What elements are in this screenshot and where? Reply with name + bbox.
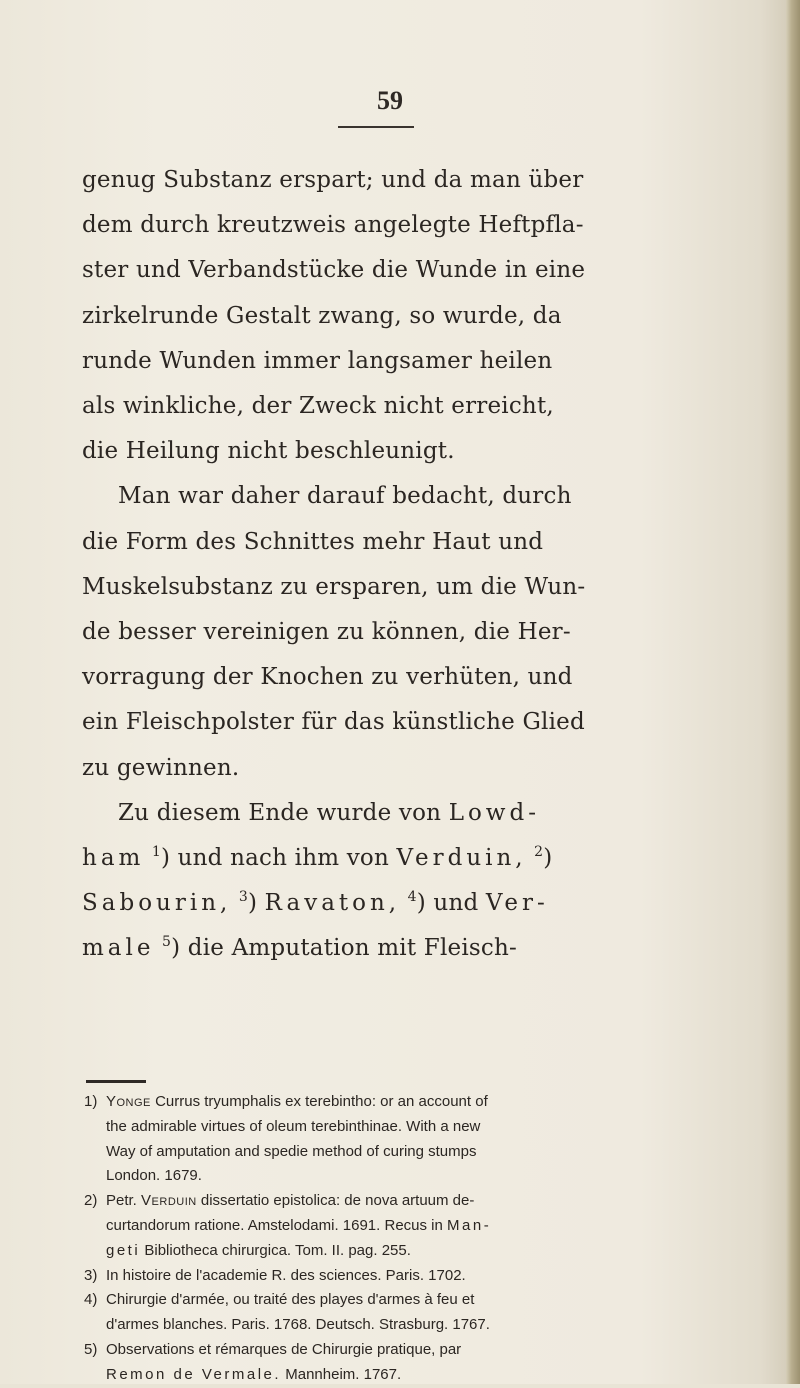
footnote-5 bbox=[84, 1338, 734, 1363]
footnote-ref-5: 5 bbox=[162, 934, 172, 951]
footnote-number: 2) bbox=[84, 1192, 98, 1210]
footnote-text: Currus tryumphalis ex terebintho: or an account of bbox=[150, 1093, 488, 1110]
text-line: zirkelrunde Gestalt zwang, so wurde, da bbox=[82, 302, 562, 329]
text-line bbox=[82, 926, 722, 971]
footnote-author: geti bbox=[106, 1241, 141, 1259]
footnote-2 bbox=[84, 1189, 734, 1214]
footnote-author: Remon de Vermale. bbox=[106, 1365, 282, 1383]
text-line: vorragung der Knochen zu verhüten, und bbox=[82, 664, 573, 691]
text-segment: ) bbox=[543, 845, 553, 872]
page-edge-shadow bbox=[786, 0, 800, 1384]
footnote-2-cont bbox=[84, 1239, 734, 1264]
main-text bbox=[82, 158, 722, 972]
footnote-4-cont: d'armes blanches. Paris. 1768. Deutsch. Strasburg. 1767. bbox=[106, 1316, 490, 1334]
text-line: ster und Verbandstücke die Wunde in eine bbox=[82, 257, 586, 284]
footnote-text: Petr. bbox=[106, 1192, 142, 1210]
text-line: als winkliche, der Zweck nicht erreicht, bbox=[82, 393, 554, 420]
footnote-3 bbox=[84, 1264, 734, 1289]
author-name-lowdham: Lowd- bbox=[448, 799, 540, 826]
header-rule bbox=[338, 126, 414, 128]
footnotes bbox=[84, 1090, 734, 1388]
text-segment: Zu diesem Ende wurde von bbox=[118, 799, 449, 826]
text-line: genug Substanz erspart; und da man über bbox=[82, 167, 584, 193]
footnote-1-cont: London. 1679. bbox=[106, 1167, 202, 1185]
footnote-1 bbox=[84, 1090, 734, 1115]
text-segment: ) die Amputation mit Fleisch- bbox=[171, 935, 517, 962]
page-number: 59 bbox=[377, 86, 403, 115]
footnote-ref-1: 1 bbox=[151, 844, 161, 861]
text-segment: ) und bbox=[416, 890, 486, 917]
footnote-number: 1) bbox=[84, 1093, 98, 1110]
text-line: runde Wunden immer langsamer heilen bbox=[82, 347, 553, 374]
footnote-text: curtandorum ratione. Amstelodami. 1691. Recus in bbox=[106, 1216, 448, 1234]
footnote-text: dissertatio epistolica: de nova artuum de- bbox=[196, 1192, 475, 1210]
footnote-text: Observations et rémarques de Chirurgie pratique, par bbox=[106, 1340, 462, 1358]
footnote-ref-4: 4 bbox=[407, 889, 417, 906]
text-segment: ) bbox=[247, 890, 265, 917]
footnote-author: Man- bbox=[447, 1216, 492, 1234]
footnote-author: Yonge bbox=[106, 1093, 151, 1110]
text-line: Man war daher darauf bedacht, durch bbox=[118, 483, 572, 510]
footnote-number: 3) bbox=[84, 1266, 98, 1284]
text-line bbox=[82, 881, 722, 926]
footnote-text: In histoire de l'academie R. des sciences. Paris. 1702. bbox=[106, 1266, 466, 1284]
footnote-text: Mannheim. 1767. bbox=[281, 1365, 402, 1383]
footnote-ref-2: 2 bbox=[534, 844, 544, 861]
text-line bbox=[82, 791, 722, 836]
footnote-number: 5) bbox=[84, 1340, 98, 1358]
footnote-2-cont bbox=[84, 1214, 734, 1239]
footnote-1-cont: Way of amputation and spedie method of curing stumps bbox=[106, 1142, 477, 1160]
footnote-4 bbox=[84, 1288, 734, 1313]
text-line: die Heilung nicht beschleunigt. bbox=[82, 438, 455, 465]
footnote-ref-3: 3 bbox=[238, 889, 248, 906]
text-line bbox=[82, 836, 722, 881]
author-name-sabourin: Sabourin, bbox=[82, 890, 232, 917]
text-segment: ) und nach ihm von bbox=[160, 845, 397, 872]
author-name-lowdham-end: ham bbox=[82, 845, 145, 872]
footnote-text: Bibliotheca chirurgica. Tom. II. pag. 255. bbox=[140, 1241, 411, 1259]
author-name-ravaton: Ravaton, bbox=[264, 890, 401, 917]
footnote-author: Verduin bbox=[141, 1192, 197, 1210]
author-name-verduin: Verduin, bbox=[396, 845, 527, 872]
footnote-text: Chirurgie d'armée, ou traité des playes d'armes à feu et bbox=[106, 1291, 475, 1309]
text-line: dem durch kreutzweis angelegte Heftpfla- bbox=[82, 212, 584, 239]
text-line: ein Fleischpolster für das künstliche Glied bbox=[82, 709, 585, 736]
footnote-rule bbox=[86, 1080, 146, 1083]
text-line: die Form des Schnittes mehr Haut und bbox=[82, 528, 544, 555]
text-line: de besser vereinigen zu können, die Her- bbox=[82, 619, 571, 646]
text-line: zu gewinnen. bbox=[82, 754, 240, 781]
footnote-1-cont: the admirable virtues of oleum terebinthinae. With a new bbox=[106, 1117, 481, 1135]
author-name-vermale: Ver- bbox=[485, 890, 549, 917]
footnote-number: 4) bbox=[84, 1291, 98, 1309]
author-name-vermale-end: male bbox=[82, 935, 155, 962]
text-line: Muskelsubstanz zu ersparen, um die Wun- bbox=[82, 573, 586, 600]
